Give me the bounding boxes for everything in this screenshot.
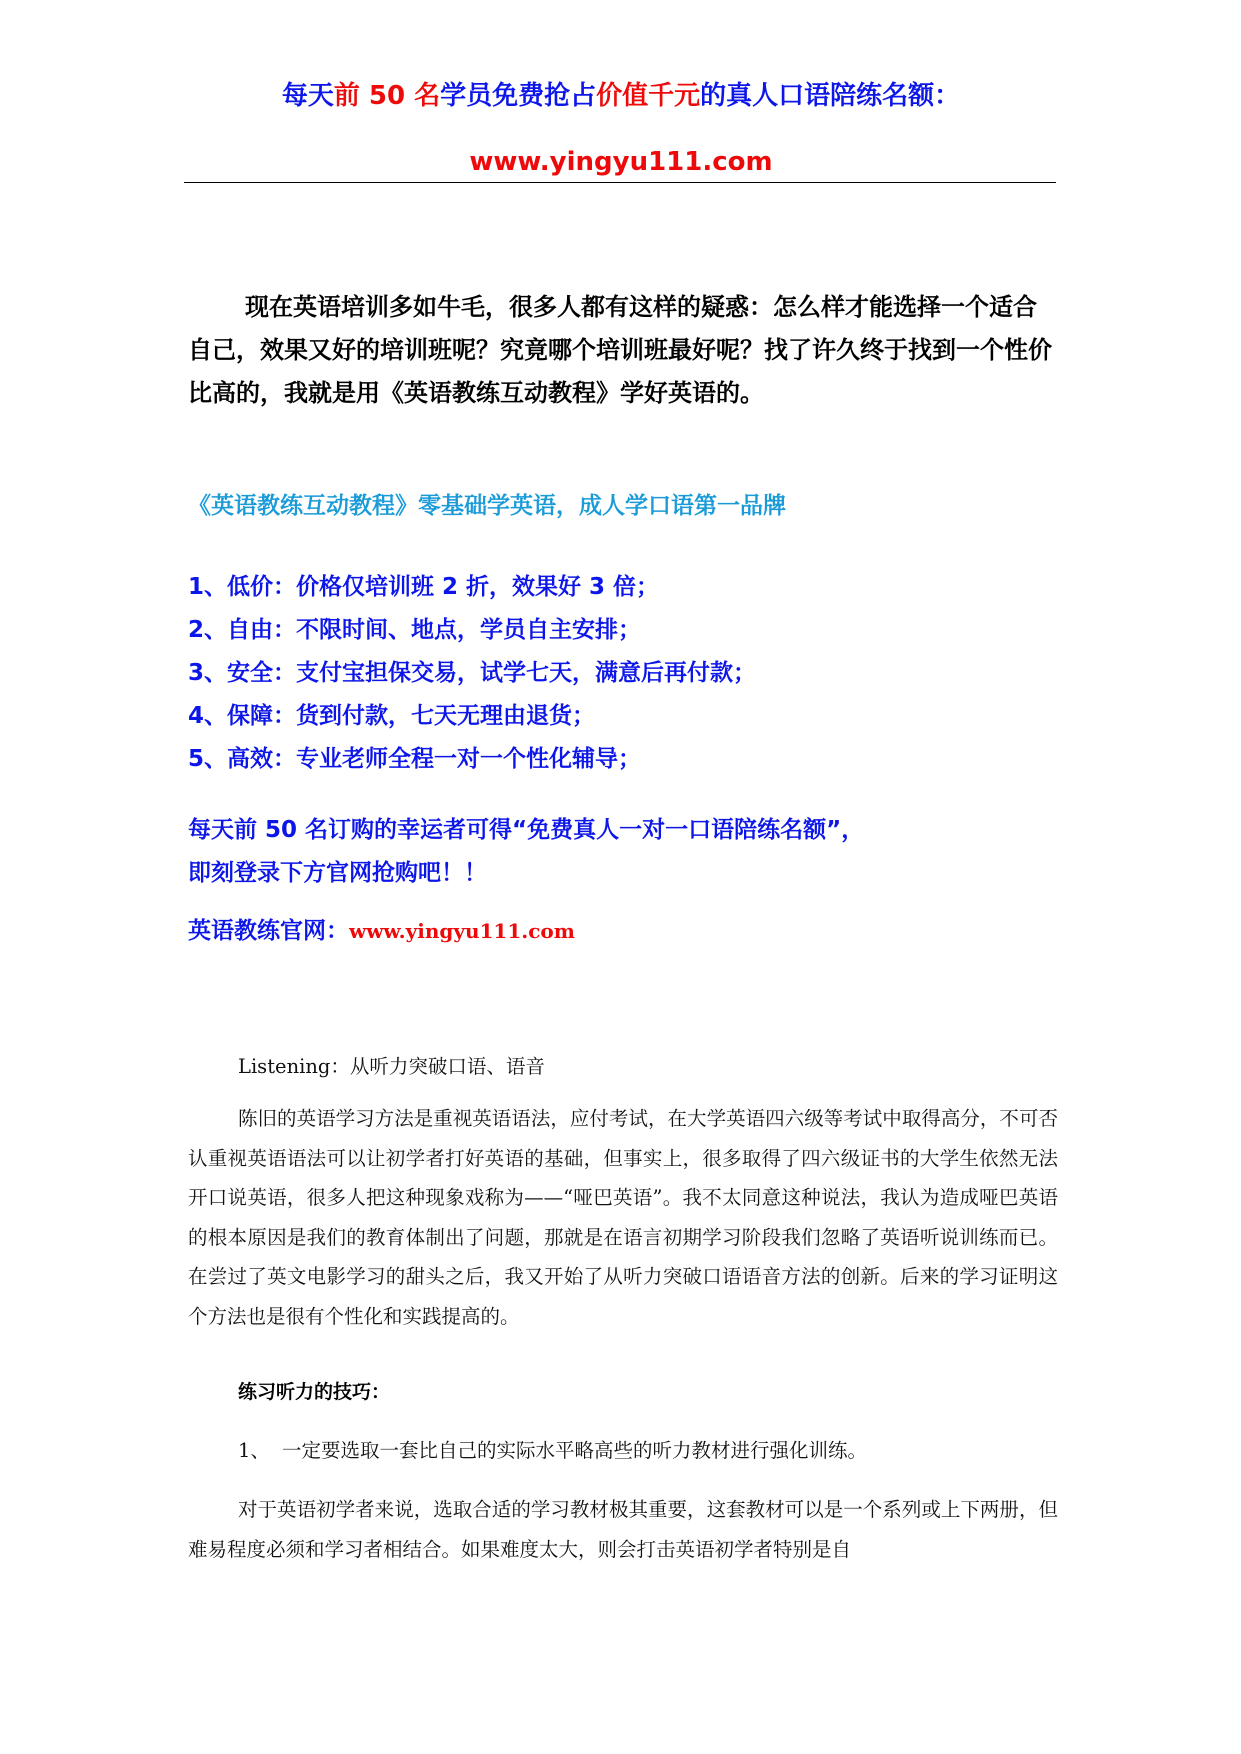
header-text-part-4: 价值千元 (596, 81, 701, 111)
benefit-item-efficiency: 5、高效：专业老师全程一对一个性化辅导； (188, 746, 642, 772)
benefit-item-low-price: 1、低价：价格仅培训班 2 折，效果好 3 倍； (188, 574, 660, 600)
header-divider (184, 182, 1056, 183)
promo-title: 《英语教练互动教程》零基础学英语，成人学口语第一品牌 (188, 493, 786, 519)
benefits-list (188, 566, 756, 781)
header-promo-line (190, 78, 1052, 114)
benefit-item-security: 3、安全：支付宝担保交易，试学七天，满意后再付款； (188, 660, 757, 686)
official-site-label: 英语教练官网： (188, 918, 349, 944)
intro-paragraph: 现在英语培训多如牛毛，很多人都有这样的疑惑：怎么样才能选择一个适合自己，效果又好的培训班呢？究竟哪个培训班最好呢？找了许久终于找到一个性价比高的，我就是用《英语教练互动教程》学好英语的。 (188, 293, 1052, 407)
header-text-part-3: 学员免费抢占 (440, 81, 597, 111)
header-url-link[interactable]: www.yingyu111.com (469, 147, 773, 177)
article-paragraph-1: 陈旧的英语学习方法是重视英语语法，应付考试，在大学英语四六级等考试中取得高分，不可否认重视英语语法可以让初学者打好英语的基础，但事实上，很多取得了四六级证书的大学生依然无法开口说英语，很多人把这种现象戏称为——“哑巴英语”。我不太同意这种说法，我认为造成哑巴英语的根本原因是我们的教育体制出了问题，那就是在语言初期学习阶段我们忽略了英语听说训练而已。在尝过了英文电影学习的甜头之后，我又开始了从听力突破口语语音方法的创新。后来的学习证明这个方法也是很有个性化和实践提高的。 (188, 1107, 1058, 1328)
article-subheading: 练习听力的技巧： (238, 1381, 391, 1403)
benefit-item-guarantee: 4、保障：货到付款，七天无理由退货； (188, 703, 596, 729)
benefit-item-freedom: 2、自由：不限时间、地点，学员自主安排； (188, 617, 642, 643)
header-text-part-5: 的真人口语陪练名额： (700, 81, 961, 111)
official-site-line (188, 915, 575, 947)
offer-line-2: 即刻登录下方官网抢购吧！！ (188, 860, 487, 886)
article-paragraph-2: 对于英语初学者来说，选取合适的学习教材极其重要，这套教材可以是一个系列或上下两册，但难易程度必须和学习者相结合。如果难度太大，则会打击英语初学者特别是自 (188, 1498, 1058, 1561)
header-text-part-1: 每天 (281, 81, 334, 111)
tip-1-text: 一定要选取一套比自己的实际水平略高些的听力教材进行强化训练。 (282, 1439, 868, 1462)
header-text-part-2: 前 50 名 (333, 81, 441, 111)
official-site-link[interactable]: www.yingyu111.com (349, 919, 575, 943)
tip-1-number: 1、 (238, 1439, 270, 1462)
article-tip-1 (188, 1436, 1108, 1466)
article-heading: Listening：从听力突破口语、语音 (238, 1055, 545, 1078)
offer-block (188, 809, 864, 895)
offer-line-1: 每天前 50 名订购的幸运者可得“免费真人一对一口语陪练名额”， (188, 817, 865, 843)
